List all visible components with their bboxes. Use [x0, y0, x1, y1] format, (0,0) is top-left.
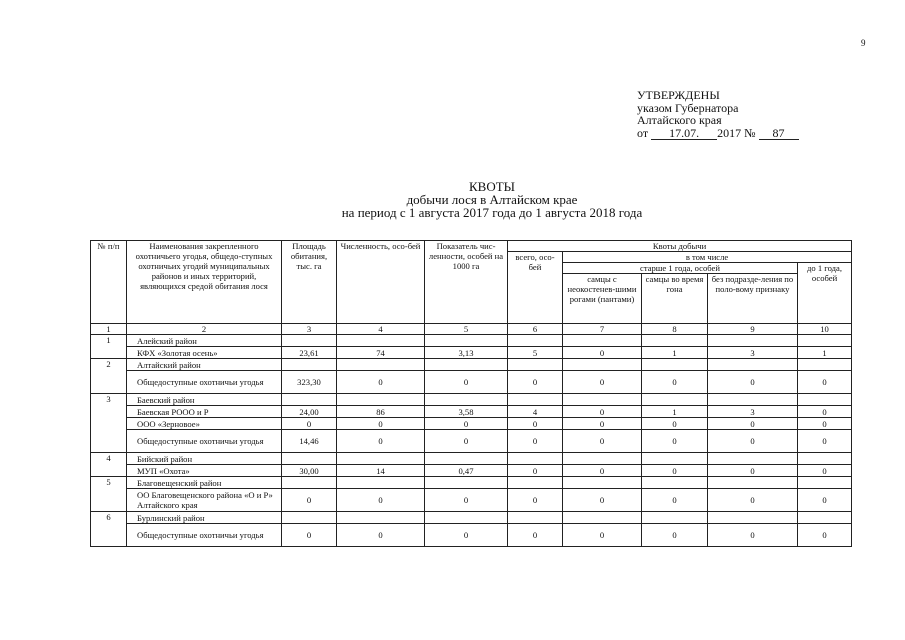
- cell-c10: 1: [798, 347, 852, 359]
- district-row: [91, 453, 852, 465]
- cell-total: 0: [508, 430, 563, 453]
- cell-c10: 0: [798, 465, 852, 477]
- district-name: Алейский район: [127, 335, 282, 347]
- cell-c10: [798, 477, 852, 489]
- cell-density: 0: [425, 524, 508, 547]
- cell-c8: [642, 359, 708, 371]
- row-number: 4: [91, 453, 127, 477]
- district-row: [91, 477, 852, 489]
- cell-c7: [563, 359, 642, 371]
- approval-decree: указом Губернатора: [637, 100, 739, 115]
- row-number: 6: [91, 512, 127, 547]
- header-older: старше 1 года, особей: [563, 263, 798, 274]
- cell-total: 0: [508, 371, 563, 394]
- header-name: Наименования закрепленного охотничьего угодья, общедо-ступных охотничьих угодий муниципальных районов и иных территорий, являющихся средой обитания лося: [127, 241, 282, 324]
- cell-density: [425, 359, 508, 371]
- cell-count: 0: [337, 371, 425, 394]
- district-name: Бийский район: [127, 453, 282, 465]
- district-row: [91, 394, 852, 406]
- cell-area: 14,46: [282, 430, 337, 453]
- district-name: Благовещенский район: [127, 477, 282, 489]
- cell-density: [425, 453, 508, 465]
- cell-c8: 0: [642, 371, 708, 394]
- cell-density: 3,13: [425, 347, 508, 359]
- cell-c8: 0: [642, 465, 708, 477]
- cell-c8: [642, 394, 708, 406]
- table-row: [91, 524, 852, 547]
- cell-total: [508, 359, 563, 371]
- cell-c8: 0: [642, 430, 708, 453]
- cell-c9: [708, 477, 798, 489]
- cell-count: [337, 359, 425, 371]
- cell-c9: 0: [708, 524, 798, 547]
- cell-c9: [708, 394, 798, 406]
- cell-c10: [798, 512, 852, 524]
- cell-density: [425, 477, 508, 489]
- cell-c10: 0: [798, 371, 852, 394]
- cell-total: 4: [508, 406, 563, 418]
- table-row: [91, 406, 852, 418]
- cell-total: [508, 394, 563, 406]
- cell-c7: [563, 512, 642, 524]
- header-total: всего, осо-бей: [508, 252, 563, 324]
- cell-total: [508, 477, 563, 489]
- cell-c9: 0: [708, 430, 798, 453]
- table-row: [91, 465, 852, 477]
- cell-c8: [642, 477, 708, 489]
- hunting-ground-name: Баевская РООО и Р: [127, 406, 282, 418]
- district-row: [91, 359, 852, 371]
- header-young: до 1 года, особей: [798, 263, 852, 324]
- cell-total: 0: [508, 418, 563, 430]
- cell-density: 0,47: [425, 465, 508, 477]
- header-male-rut: самцы во время гона: [642, 274, 708, 324]
- district-name: Бурлинский район: [127, 512, 282, 524]
- hunting-ground-name: Общедоступные охотничьи угодья: [127, 371, 282, 394]
- cell-c7: [563, 335, 642, 347]
- cell-density: 0: [425, 418, 508, 430]
- cell-area: 24,00: [282, 406, 337, 418]
- cell-count: [337, 512, 425, 524]
- cell-c9: 0: [708, 465, 798, 477]
- cell-count: 0: [337, 489, 425, 512]
- cell-c7: [563, 477, 642, 489]
- header-male-antlers: самцы с неокостенев-шими рогами (пантами): [563, 274, 642, 324]
- cell-c8: [642, 512, 708, 524]
- cell-count: [337, 477, 425, 489]
- column-number: 4: [337, 324, 425, 335]
- cell-c9: [708, 453, 798, 465]
- cell-c8: 1: [642, 406, 708, 418]
- cell-total: 0: [508, 489, 563, 512]
- document-heading: [250, 180, 734, 219]
- cell-area: 0: [282, 489, 337, 512]
- cell-c7: 0: [563, 430, 642, 453]
- approval-year: 2017 №: [717, 125, 756, 140]
- header-incl: в том числе: [563, 252, 852, 263]
- cell-count: 0: [337, 430, 425, 453]
- column-number: 6: [508, 324, 563, 335]
- cell-area: [282, 394, 337, 406]
- cell-c10: 0: [798, 430, 852, 453]
- cell-count: 86: [337, 406, 425, 418]
- table-header: [91, 241, 852, 335]
- document-subtitle: добычи лося в Алтайском крае: [406, 192, 578, 207]
- cell-c7: 0: [563, 489, 642, 512]
- cell-c7: 0: [563, 524, 642, 547]
- hunting-ground-name: Общедоступные охотничьи угодья: [127, 430, 282, 453]
- approval-number: 87: [759, 127, 799, 141]
- cell-c10: 0: [798, 406, 852, 418]
- cell-c10: 0: [798, 418, 852, 430]
- cell-density: [425, 512, 508, 524]
- district-name: Баевский район: [127, 394, 282, 406]
- cell-total: [508, 453, 563, 465]
- table-row: [91, 489, 852, 512]
- cell-c10: [798, 359, 852, 371]
- approval-date-line: [637, 127, 799, 141]
- cell-c9: [708, 359, 798, 371]
- cell-c9: 0: [708, 371, 798, 394]
- cell-c10: [798, 335, 852, 347]
- approval-block: [637, 89, 799, 140]
- row-number: 3: [91, 394, 127, 453]
- cell-count: 0: [337, 524, 425, 547]
- header-count: Численность, осо-бей: [337, 241, 425, 324]
- cell-c9: 0: [708, 418, 798, 430]
- cell-count: [337, 394, 425, 406]
- cell-c8: 1: [642, 347, 708, 359]
- table-row: [91, 430, 852, 453]
- cell-c7: 0: [563, 347, 642, 359]
- cell-c9: [708, 512, 798, 524]
- cell-area: 0: [282, 524, 337, 547]
- cell-density: 3,58: [425, 406, 508, 418]
- cell-c9: 3: [708, 406, 798, 418]
- cell-c7: 0: [563, 406, 642, 418]
- cell-total: [508, 335, 563, 347]
- hunting-ground-name: ООО «Зерновое»: [127, 418, 282, 430]
- column-number: 3: [282, 324, 337, 335]
- cell-area: [282, 359, 337, 371]
- cell-total: 0: [508, 465, 563, 477]
- cell-density: 0: [425, 430, 508, 453]
- cell-area: [282, 477, 337, 489]
- cell-c10: [798, 394, 852, 406]
- cell-c7: 0: [563, 465, 642, 477]
- cell-count: [337, 453, 425, 465]
- cell-c8: 0: [642, 489, 708, 512]
- row-number: 1: [91, 335, 127, 359]
- cell-c7: 0: [563, 418, 642, 430]
- cell-count: 74: [337, 347, 425, 359]
- header-quota: Квоты добычи: [508, 241, 852, 252]
- cell-count: 0: [337, 418, 425, 430]
- table-row: [91, 418, 852, 430]
- approval-from-label: от: [637, 125, 649, 140]
- cell-area: [282, 335, 337, 347]
- district-row: [91, 335, 852, 347]
- page-number: 9: [861, 38, 866, 48]
- table-row: [91, 347, 852, 359]
- table-row: [91, 371, 852, 394]
- cell-density: [425, 394, 508, 406]
- cell-c8: [642, 335, 708, 347]
- column-number: 9: [708, 324, 798, 335]
- row-number: 5: [91, 477, 127, 512]
- row-number: 2: [91, 359, 127, 394]
- cell-c9: 0: [708, 489, 798, 512]
- cell-c10: [798, 453, 852, 465]
- cell-density: [425, 335, 508, 347]
- hunting-ground-name: КФХ «Золотая осень»: [127, 347, 282, 359]
- cell-c8: 0: [642, 418, 708, 430]
- cell-total: 0: [508, 524, 563, 547]
- table-body: [91, 335, 852, 547]
- cell-area: 0: [282, 418, 337, 430]
- cell-area: [282, 512, 337, 524]
- document-title: КВОТЫ: [468, 179, 515, 194]
- cell-c7: 0: [563, 371, 642, 394]
- district-row: [91, 512, 852, 524]
- header-no-sex: без подразде-ления по поло-вому признаку: [708, 274, 798, 324]
- column-number: 7: [563, 324, 642, 335]
- approval-title: УТВЕРЖДЕНЫ: [637, 88, 720, 102]
- document-period: на период с 1 августа 2017 года до 1 августа 2018 года: [341, 205, 643, 220]
- header-density: Показатель чис-ленности, особей на 1000 га: [425, 241, 508, 324]
- cell-density: 0: [425, 371, 508, 394]
- column-number: 10: [798, 324, 852, 335]
- approval-date: 17.07.: [651, 127, 717, 141]
- cell-area: 30,00: [282, 465, 337, 477]
- hunting-ground-name: Общедоступные охотничьи угодья: [127, 524, 282, 547]
- header-area: Площадь обитания, тыс. га: [282, 241, 337, 324]
- column-numbers-row: [91, 324, 852, 335]
- hunting-ground-name: МУП «Охота»: [127, 465, 282, 477]
- cell-count: 14: [337, 465, 425, 477]
- cell-c7: [563, 394, 642, 406]
- cell-total: 5: [508, 347, 563, 359]
- cell-c10: 0: [798, 489, 852, 512]
- cell-c8: 0: [642, 524, 708, 547]
- cell-c9: 3: [708, 347, 798, 359]
- cell-density: 0: [425, 489, 508, 512]
- cell-total: [508, 512, 563, 524]
- column-number: 8: [642, 324, 708, 335]
- column-number: 1: [91, 324, 127, 335]
- cell-c7: [563, 453, 642, 465]
- approval-region: Алтайского края: [637, 113, 722, 127]
- cell-area: 323,30: [282, 371, 337, 394]
- header-num: № п/п: [91, 241, 127, 324]
- quota-table: [90, 240, 852, 547]
- cell-area: 23,61: [282, 347, 337, 359]
- district-name: Алтайский район: [127, 359, 282, 371]
- cell-count: [337, 335, 425, 347]
- cell-c9: [708, 335, 798, 347]
- cell-area: [282, 453, 337, 465]
- hunting-ground-name: ОО Благовещенского района «О и Р» Алтайского края: [127, 489, 282, 512]
- cell-c10: 0: [798, 524, 852, 547]
- cell-c8: [642, 453, 708, 465]
- column-number: 5: [425, 324, 508, 335]
- column-number: 2: [127, 324, 282, 335]
